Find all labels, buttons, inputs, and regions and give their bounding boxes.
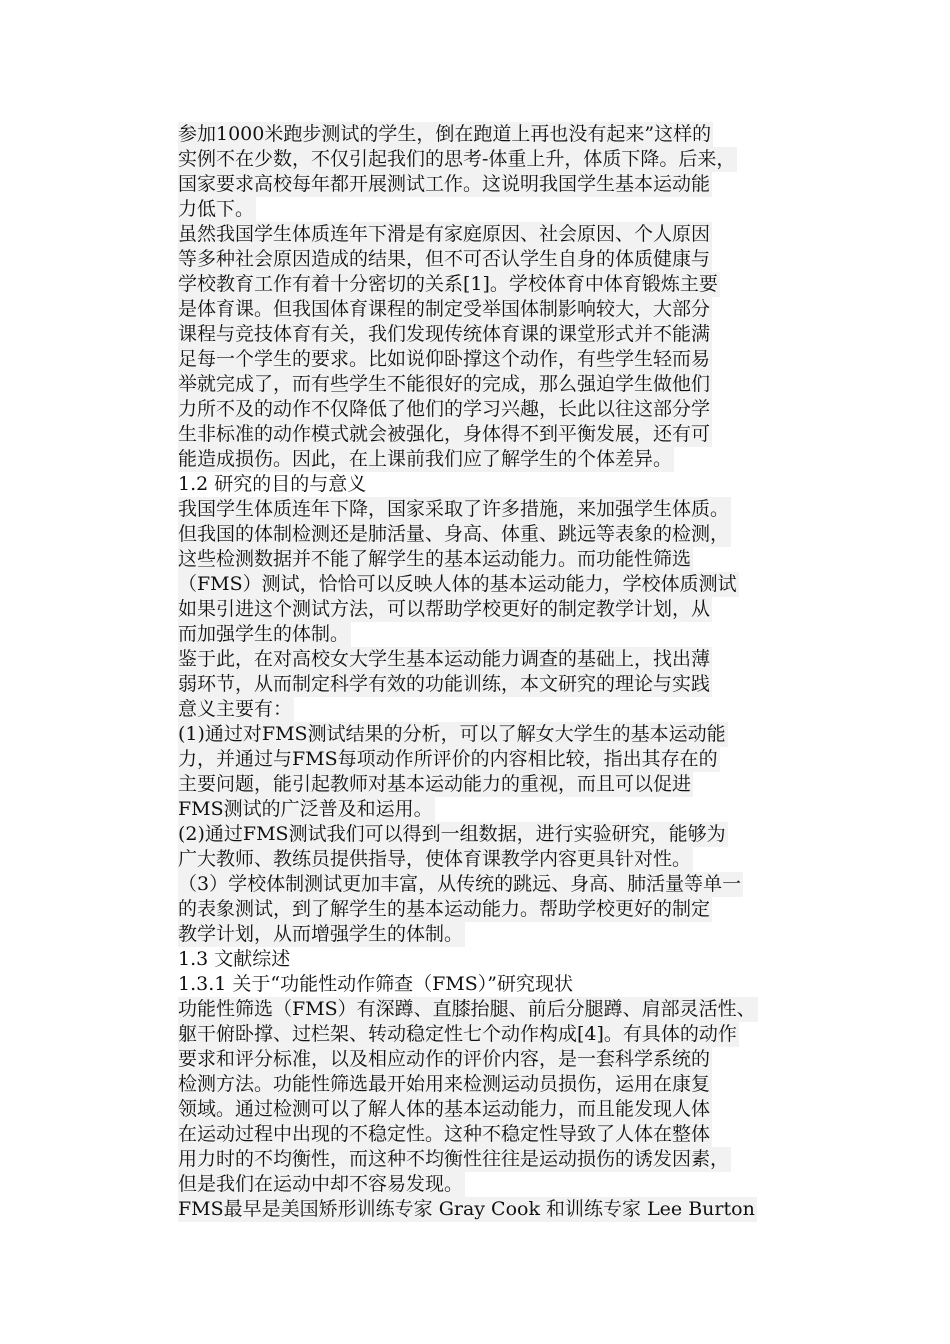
paragraph-line (178, 622, 351, 647)
line-text: 广大教师、教练员提供指导，使体育课教学内容更具针对性。 (178, 848, 692, 870)
line-text: 等多种社会原因造成的结果，但不可否认学生自身的体质健康与 (178, 248, 711, 270)
paragraph-line (178, 1097, 712, 1122)
paragraph-line (178, 522, 731, 547)
line-text: 学校教育工作有着十分密切的关系[1]。学校体育中体育锻炼主要 (178, 273, 718, 295)
paragraph-line (178, 122, 713, 147)
line-text: 是体育课。但我国体育课程的制定受举国体制影响较大，大部分 (178, 298, 711, 320)
line-text: 参加1000米跑步测试的学生，倒在跑道上再也没有起来”这样的 (178, 123, 712, 145)
line-text: （3）学校体制测试更加丰富，从传统的跳远、身高、肺活量等单一 (178, 873, 742, 895)
paragraph-line (178, 1197, 757, 1222)
paragraph-line (178, 547, 693, 572)
paragraph-line (178, 147, 737, 172)
section-heading (178, 972, 838, 997)
line-text: 意义主要有： (178, 698, 293, 720)
line-text: 力低下。 (178, 198, 255, 220)
paragraph-line (178, 272, 720, 297)
paragraph-line (178, 697, 294, 722)
paragraph-line (178, 872, 743, 897)
paragraph-line (178, 597, 712, 622)
line-text: 检测方法。功能性筛选最开始用来检测运动员损伤，运用在康复 (178, 1073, 711, 1095)
line-text: 教学计划，从而增强学生的体制。 (178, 923, 464, 945)
paragraph-line (178, 372, 712, 397)
paragraph-line (178, 1047, 712, 1072)
paragraph-line (178, 897, 712, 922)
line-text: 实例不在少数，不仅引起我们的思考-体重上升，体质下降。后来， (178, 148, 736, 170)
line-text: 这些检测数据并不能了解学生的基本运动能力。而功能性筛选 (178, 548, 692, 570)
paragraph-line (178, 1022, 739, 1047)
line-text: 我国学生体质连年下降，国家采取了许多措施，来加强学生体质。 (178, 498, 730, 520)
line-text: (1)通过对FMS测试结果的分析，可以了解女大学生的基本运动能 (178, 723, 726, 745)
paragraph-line (178, 722, 728, 747)
line-text: 领域。通过检测可以了解人体的基本运动能力，而且能发现人体 (178, 1098, 711, 1120)
paragraph-line (178, 397, 712, 422)
line-text: （FMS）测试，恰恰可以反映人体的基本运动能力，学校体质测试 (178, 573, 737, 595)
line-text: 举就完成了，而有些学生不能很好的完成，那么强迫学生做他们 (178, 373, 711, 395)
line-text: 课程与竞技体育有关，我们发现传统体育课的课堂形式并不能满 (178, 323, 711, 345)
paragraph-line (178, 772, 693, 797)
paragraph-line (178, 197, 256, 222)
line-text: 生非标准的动作模式就会被强化，身体得不到平衡发展，还有可 (178, 423, 711, 445)
line-text: 的表象测试，到了解学生的基本运动能力。帮助学校更好的制定 (178, 898, 711, 920)
line-text: 1.3.1 关于“功能性动作筛查（FMS）”研究现状 (178, 973, 573, 995)
paragraph-line (178, 672, 712, 697)
line-text: 但我国的体制检测还是肺活量、身高、体重、跳远等表象的检测， (178, 523, 730, 545)
line-text: 1.3 文献综述 (178, 948, 291, 970)
line-text: 而加强学生的体制。 (178, 623, 350, 645)
paragraph-line (178, 797, 435, 822)
section-heading (178, 947, 838, 972)
line-text: 用力时的不均衡性，而这种不均衡性往往是运动损伤的诱发因素， (178, 1148, 730, 1170)
paragraph-line (178, 222, 712, 247)
paragraph-line (178, 572, 739, 597)
line-text: 要求和评分标准，以及相应动作的评价内容，是一套科学系统的 (178, 1048, 711, 1070)
paragraph-line (178, 1172, 465, 1197)
line-text: 功能性筛选（FMS）有深蹲、直膝抬腿、前后分腿蹲、肩部灵活性、 (178, 998, 756, 1020)
line-text: 虽然我国学生体质连年下滑是有家庭原因、社会原因、个人原因 (178, 223, 711, 245)
paragraph-line (178, 847, 693, 872)
line-text: (2)通过FMS测试我们可以得到一组数据，进行实验研究，能够为 (178, 823, 726, 845)
line-text: 足每一个学生的要求。比如说仰卧撑这个动作，有些学生轻而易 (178, 348, 711, 370)
line-text: 鉴于此，在对高校女大学生基本运动能力调查的基础上，找出薄 (178, 648, 711, 670)
line-text: 国家要求高校每年都开展测试工作。这说明我国学生基本运动能 (178, 173, 711, 195)
paragraph-line (178, 497, 731, 522)
line-text: 在运动过程中出现的不稳定性。这种不稳定性导致了人体在整体 (178, 1123, 711, 1145)
line-text: 弱环节，从而制定科学有效的功能训练，本文研究的理论与实践 (178, 673, 711, 695)
line-text: 但是我们在运动中却不容易发现。 (178, 1173, 464, 1195)
line-text: 主要问题，能引起教师对基本运动能力的重视，而且可以促进 (178, 773, 692, 795)
section-heading (178, 472, 838, 497)
line-text: FMS测试的广泛普及和运用。 (178, 798, 433, 820)
line-text: 1.2 研究的目的与意义 (178, 473, 367, 495)
paragraph-line (178, 1122, 712, 1147)
paragraph-line (178, 822, 728, 847)
paragraph-line (178, 297, 712, 322)
line-text: 力所不及的动作不仅降低了他们的学习兴趣，长此以往这部分学 (178, 398, 711, 420)
paragraph-line (178, 922, 465, 947)
paragraph-line (178, 347, 712, 372)
paragraph-line (178, 1147, 731, 1172)
paragraph-line (178, 1072, 712, 1097)
paragraph-line (178, 647, 712, 672)
paragraph-line (178, 997, 758, 1022)
paragraph-line (178, 322, 712, 347)
line-text: 如果引进这个测试方法，可以帮助学校更好的制定教学计划，从 (178, 598, 711, 620)
line-text: 力，并通过与FMS每项动作所评价的内容相比较，指出其存在的 (178, 748, 718, 770)
paragraph-line (178, 422, 712, 447)
paragraph-line (178, 247, 712, 272)
paragraph-line (178, 747, 720, 772)
paragraph-line (178, 172, 712, 197)
document-body (178, 122, 838, 1222)
paragraph-line (178, 447, 674, 472)
line-text: FMS最早是美国矫形训练专家 Gray Cook 和训练专家 Lee Burton (178, 1198, 755, 1220)
line-text: 躯干俯卧撑、过栏架、转动稳定性七个动作构成[4]。有具体的动作 (178, 1023, 737, 1045)
line-text: 能造成损伤。因此，在上课前我们应了解学生的个体差异。 (178, 448, 673, 470)
